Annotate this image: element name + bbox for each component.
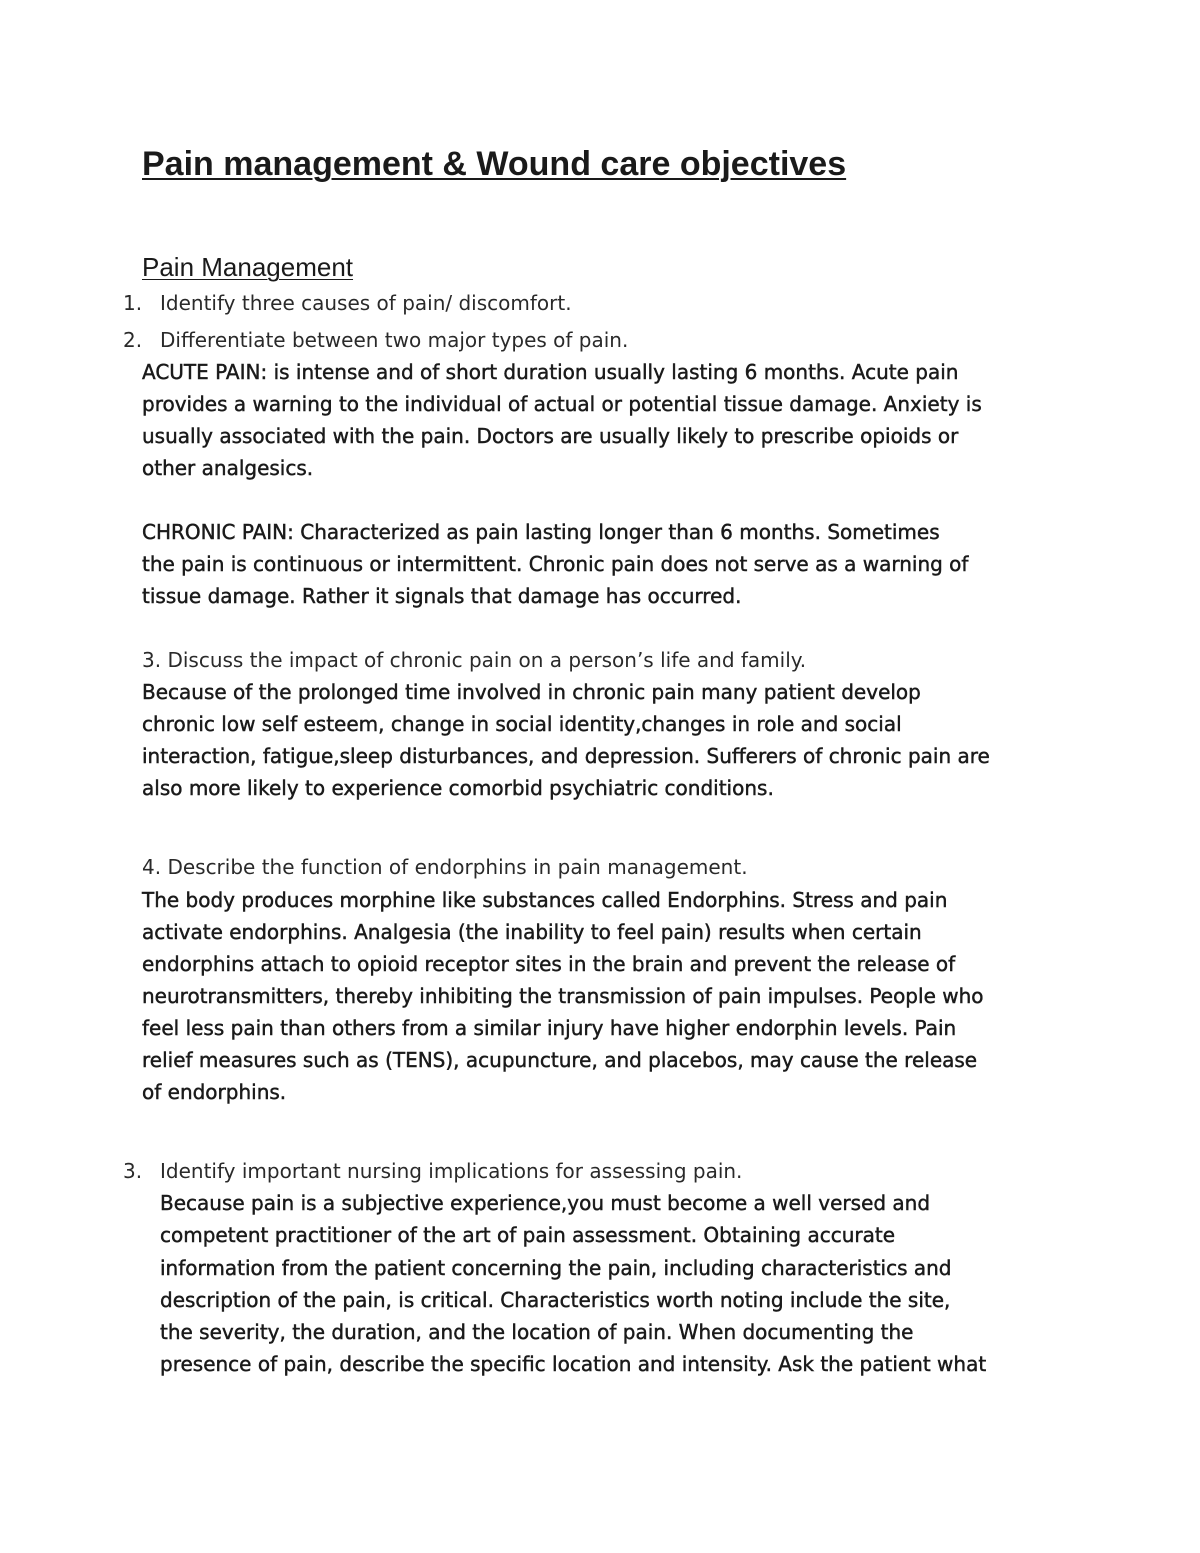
item5-answer-line: the severity, the duration, and the location of pain. When documenting the: [160, 1320, 914, 1344]
item3-answer-line: Because of the prolonged time involved in chronic pain many patient develop: [142, 680, 921, 704]
item3-question: 3. Discuss the impact of chronic pain on a person’s life and family.: [142, 648, 807, 672]
acute-pain-line: other analgesics.: [142, 456, 314, 480]
item4-question: 4. Describe the function of endorphins in pain management.: [142, 855, 748, 879]
item3-answer-line: interaction, fatigue,sleep disturbances, and depression. Sufferers of chronic pain are: [142, 744, 990, 768]
item5-answer-line: competent practitioner of the art of pain assessment. Obtaining accurate: [160, 1223, 896, 1247]
item3-answer-line: chronic low self esteem, change in social identity,changes in role and social: [142, 712, 902, 736]
item4-answer-line: activate endorphins. Analgesia (the inability to feel pain) results when certain: [142, 920, 922, 944]
list-item-1: Identify three causes of pain/ discomfort.: [160, 291, 572, 315]
item5-answer-line: description of the pain, is critical. Characteristics worth noting include the site,: [160, 1288, 951, 1312]
item4-answer-line: neurotransmitters, thereby inhibiting the transmission of pain impulses. People who: [142, 984, 984, 1008]
chronic-pain-line: CHRONIC PAIN: Characterized as pain lasting longer than 6 months. Sometimes: [142, 520, 940, 544]
item4-answer-line: relief measures such as (TENS), acupuncture, and placebos, may cause the release: [142, 1048, 978, 1072]
list-number-2: 2.: [123, 328, 143, 352]
acute-pain-line: usually associated with the pain. Doctors are usually likely to prescribe opioids or: [142, 424, 959, 448]
item4-answer-line: endorphins attach to opioid receptor sites in the brain and prevent the release of: [142, 952, 956, 976]
item4-answer-line: The body produces morphine like substances called Endorphins. Stress and pain: [142, 888, 948, 912]
list-number-3: 3.: [123, 1159, 143, 1183]
item4-answer-line: of endorphins.: [142, 1080, 287, 1104]
item5-answer-line: information from the patient concerning the pain, including characteristics and: [160, 1256, 952, 1280]
item5-answer-line: presence of pain, describe the specific location and intensity. Ask the patient what: [160, 1352, 987, 1376]
acute-pain-line: ACUTE PAIN: is intense and of short duration usually lasting 6 months. Acute pain: [142, 360, 959, 384]
section-heading-pain-management: Pain Management: [142, 252, 354, 282]
item3-answer-line: also more likely to experience comorbid psychiatric conditions.: [142, 776, 774, 800]
chronic-pain-line: tissue damage. Rather it signals that damage has occurred.: [142, 584, 742, 608]
document-title: Pain management & Wound care objectives: [142, 145, 847, 183]
chronic-pain-line: the pain is continuous or intermittent. Chronic pain does not serve as a warning of: [142, 552, 969, 576]
item4-answer-line: feel less pain than others from a similar injury have higher endorphin levels. Pain: [142, 1016, 957, 1040]
list-item-2: Differentiate between two major types of pain.: [160, 328, 629, 352]
item5-question: Identify important nursing implications for assessing pain.: [160, 1159, 743, 1183]
item5-answer-line: Because pain is a subjective experience,you must become a well versed and: [160, 1191, 931, 1215]
list-number-1: 1.: [123, 291, 143, 315]
acute-pain-line: provides a warning to the individual of actual or potential tissue damage. Anxiety is: [142, 392, 982, 416]
